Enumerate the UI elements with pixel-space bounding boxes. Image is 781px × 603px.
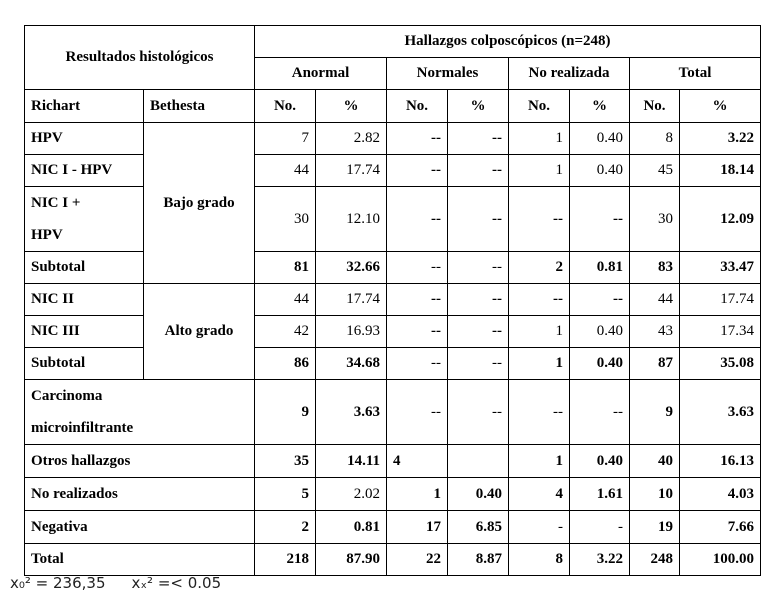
cell: -- [448, 316, 509, 348]
table-row [25, 511, 761, 544]
cell: -- [448, 123, 509, 155]
cell: 0.40 [570, 123, 630, 155]
row-label [25, 187, 144, 252]
bethesta-bajo-grado: Bajo grado [144, 123, 255, 284]
cell: 6.85 [448, 511, 509, 544]
col-header-richart: Richart [25, 90, 144, 123]
cell: 87 [630, 348, 680, 380]
cell: -- [387, 252, 448, 284]
table-row [25, 316, 761, 348]
cell: -- [448, 155, 509, 187]
cell: -- [570, 284, 630, 316]
cell: -- [387, 316, 448, 348]
col-header-bethesta: Bethesta [144, 90, 255, 123]
cell: - [509, 511, 570, 544]
histology-results-table [24, 25, 761, 576]
col-header-no: No. [255, 90, 316, 123]
cell: 16.13 [680, 445, 761, 478]
group-header-total: Total [630, 58, 761, 90]
col-header-no: No. [630, 90, 680, 123]
cell: 1 [509, 348, 570, 380]
col-header-no: No. [509, 90, 570, 123]
cell: 30 [630, 187, 680, 252]
cell: 35 [255, 445, 316, 478]
col-header-no: No. [387, 90, 448, 123]
row-label: Subtotal [25, 348, 144, 380]
cell: 45 [630, 155, 680, 187]
cell: 5 [255, 478, 316, 511]
col-header-pct: % [448, 90, 509, 123]
group-header-no-realizada: No realizada [509, 58, 630, 90]
table-row [25, 123, 761, 155]
row-label: Total [25, 544, 255, 576]
row-label-line: Carcinoma [31, 388, 103, 404]
cell: 3.22 [680, 123, 761, 155]
cell: -- [570, 380, 630, 445]
row-label: Subtotal [25, 252, 144, 284]
cell: 0.40 [570, 348, 630, 380]
table-row [25, 187, 761, 252]
cell: 2.82 [316, 123, 387, 155]
cell: 9 [630, 380, 680, 445]
cell: 35.08 [680, 348, 761, 380]
row-label: No realizados [25, 478, 255, 511]
cell: 8 [630, 123, 680, 155]
row-label: NIC I - HPV [25, 155, 144, 187]
cell: 12.10 [316, 187, 387, 252]
cell: 1 [509, 123, 570, 155]
cell: 100.00 [680, 544, 761, 576]
results-header: Resultados histológicos [25, 26, 255, 90]
cell: 0.40 [570, 445, 630, 478]
cell: -- [387, 187, 448, 252]
table-row [25, 544, 761, 576]
table-row [25, 380, 761, 445]
cell: 4 [387, 445, 448, 478]
cell: 17.74 [680, 284, 761, 316]
cell: -- [509, 380, 570, 445]
cell: 0.40 [448, 478, 509, 511]
table-row [25, 284, 761, 316]
cell: 40 [630, 445, 680, 478]
cell: 32.66 [316, 252, 387, 284]
cell: 42 [255, 316, 316, 348]
cell: -- [387, 348, 448, 380]
cell: 87.90 [316, 544, 387, 576]
row-label: NIC II [25, 284, 144, 316]
cell: 9 [255, 380, 316, 445]
cell: 44 [255, 155, 316, 187]
table-row [25, 252, 761, 284]
cell: - [570, 511, 630, 544]
cell: 8 [509, 544, 570, 576]
cell [448, 445, 509, 478]
cell: -- [509, 187, 570, 252]
cell: 3.63 [680, 380, 761, 445]
cell: -- [387, 155, 448, 187]
table-row [25, 478, 761, 511]
cell: 0.40 [570, 155, 630, 187]
cell: 81 [255, 252, 316, 284]
cell: 17 [387, 511, 448, 544]
row-label [25, 380, 255, 445]
cell: 4.03 [680, 478, 761, 511]
cell: -- [387, 284, 448, 316]
cell: 33.47 [680, 252, 761, 284]
bethesta-alto-grado: Alto grado [144, 284, 255, 380]
row-label: Otros hallazgos [25, 445, 255, 478]
cell: -- [448, 252, 509, 284]
cell: 248 [630, 544, 680, 576]
cell: 2.02 [316, 478, 387, 511]
findings-header: Hallazgos colposcópicos (n=248) [255, 26, 761, 58]
col-header-pct: % [316, 90, 387, 123]
cell: 83 [630, 252, 680, 284]
cell: 4 [509, 478, 570, 511]
cell: -- [448, 187, 509, 252]
cell: 30 [255, 187, 316, 252]
cell: 7 [255, 123, 316, 155]
cell: 218 [255, 544, 316, 576]
row-label-line: NIC I + [31, 195, 81, 211]
row-label: Negativa [25, 511, 255, 544]
cell: 0.81 [316, 511, 387, 544]
cell: 1 [509, 316, 570, 348]
cell: 1.61 [570, 478, 630, 511]
col-header-pct: % [680, 90, 761, 123]
row-label: HPV [25, 123, 144, 155]
chi-square-footer [10, 574, 221, 592]
cell: 8.87 [448, 544, 509, 576]
cell: 12.09 [680, 187, 761, 252]
cell: 17.34 [680, 316, 761, 348]
cell: 14.11 [316, 445, 387, 478]
cell: -- [448, 284, 509, 316]
cell: 3.63 [316, 380, 387, 445]
cell: -- [509, 284, 570, 316]
cell: 44 [255, 284, 316, 316]
row-label: NIC III [25, 316, 144, 348]
cell: 44 [630, 284, 680, 316]
cell: 2 [255, 511, 316, 544]
chi-observed: x₀² = 236,35 [10, 574, 106, 592]
cell: 3.22 [570, 544, 630, 576]
table-row [25, 348, 761, 380]
cell: -- [448, 380, 509, 445]
group-header-normales: Normales [387, 58, 509, 90]
cell: 10 [630, 478, 680, 511]
cell: 17.74 [316, 284, 387, 316]
table-row [25, 155, 761, 187]
cell: 17.74 [316, 155, 387, 187]
cell: -- [387, 380, 448, 445]
chi-expected: xₓ² =< 0.05 [131, 574, 222, 592]
cell: 1 [387, 478, 448, 511]
table-row [25, 445, 761, 478]
cell: -- [570, 187, 630, 252]
cell: 22 [387, 544, 448, 576]
cell: 18.14 [680, 155, 761, 187]
row-label-line: microinfiltrante [31, 420, 134, 436]
cell: 1 [509, 155, 570, 187]
group-header-anormal: Anormal [255, 58, 387, 90]
cell: 43 [630, 316, 680, 348]
col-header-pct: % [570, 90, 630, 123]
cell: -- [448, 348, 509, 380]
cell: 0.40 [570, 316, 630, 348]
cell: 1 [509, 445, 570, 478]
cell: 0.81 [570, 252, 630, 284]
cell: 7.66 [680, 511, 761, 544]
cell: 16.93 [316, 316, 387, 348]
row-label-line: HPV [31, 227, 63, 243]
cell: 2 [509, 252, 570, 284]
cell: 86 [255, 348, 316, 380]
cell: 34.68 [316, 348, 387, 380]
cell: 19 [630, 511, 680, 544]
cell: -- [387, 123, 448, 155]
